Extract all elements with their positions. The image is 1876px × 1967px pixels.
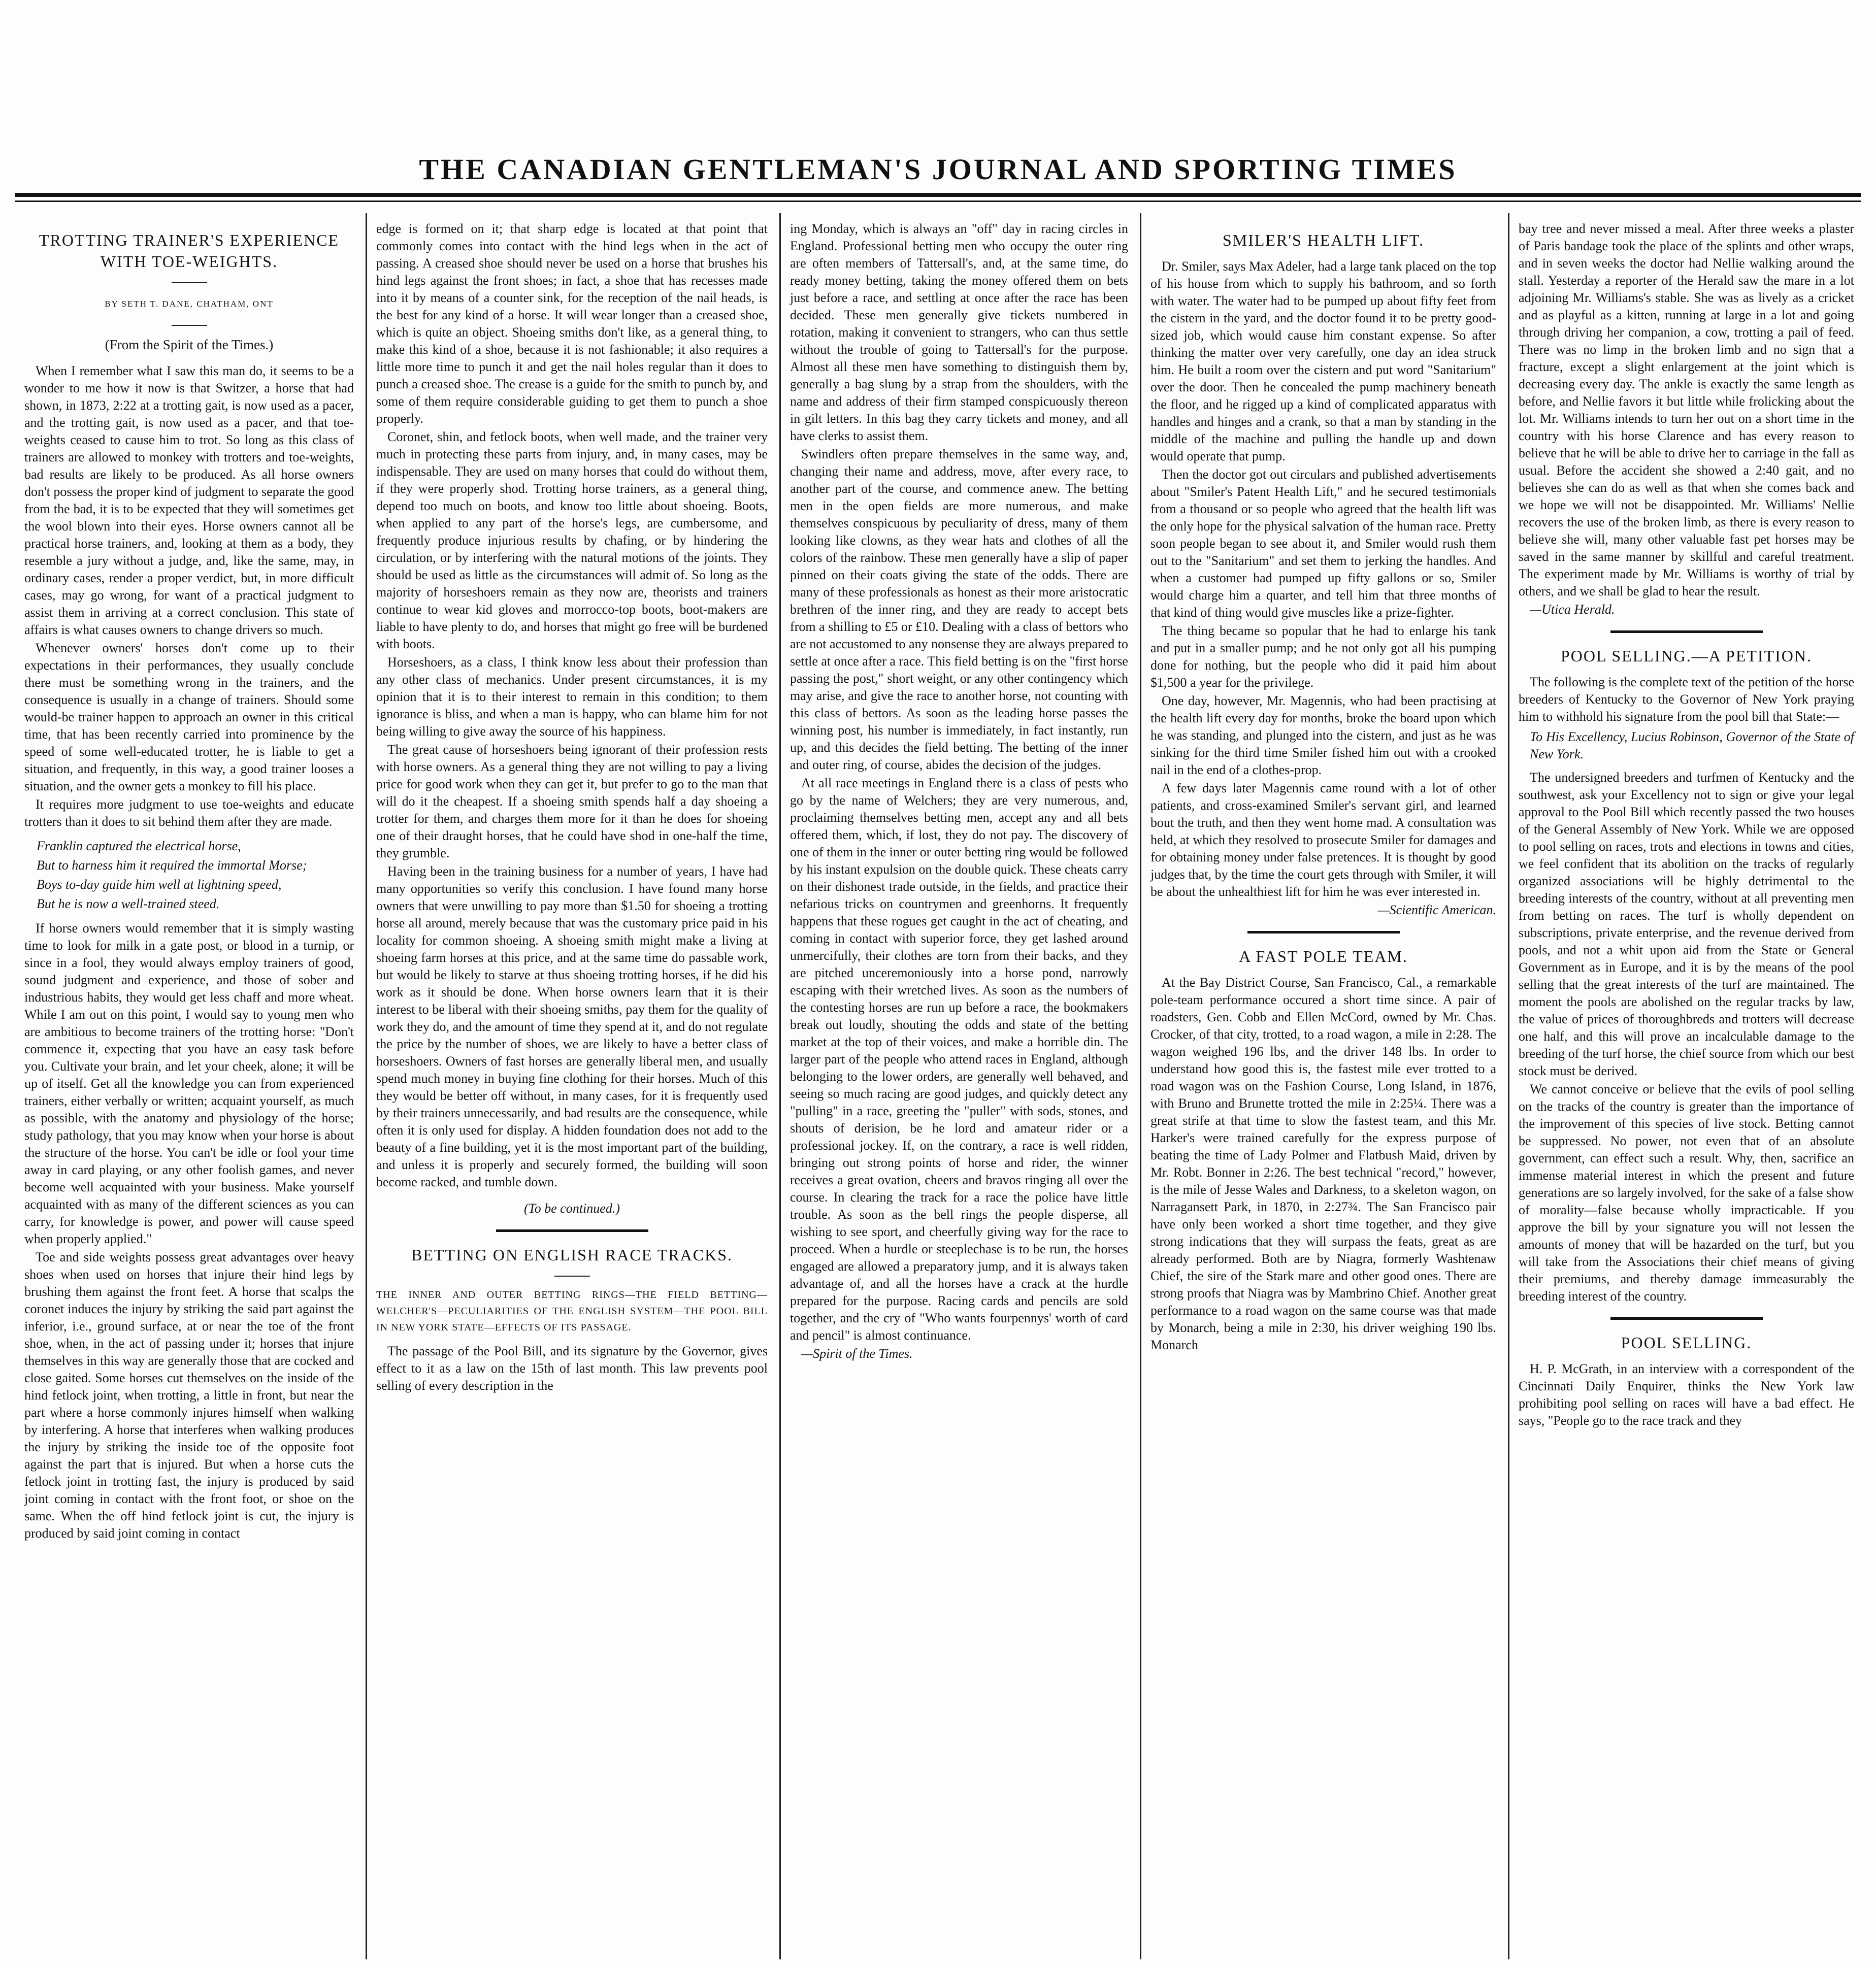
paragraph: The thing became so popular that he had to enlarge his tank and put in a smaller pump; and he not only got all his pumping done for nothing, but the people who did it paid him about $1,500 a year for the privilege. [1150,623,1496,690]
article-source: (From the Spirit of the Times.) [105,337,274,352]
article-headline-trotting: TROTTING TRAINER'S EXPERIENCE WITH TOE-WEIGHTS. [39,231,340,271]
paragraph: The following is the complete text of the petition of the horse breeders of Kentucky to the Governor of New York praying him to withhold his signature from the pool bill that State:— [1519,675,1855,724]
divider [496,1229,648,1232]
paragraph: At the Bay District Course, San Francisco, Cal., a remarkable pole-team performance occured a short time since. A pair of roadsters, Gen. Cobb and Ellen McCord, owned by Mr. Chas. Crocker, of that city, trotted, to a road wagon, a mile in 2:28. The wagon weighed 196 lbs, and the driver 148 lbs. In order to understand how good this is, the fastest mile ever trotted to a road wagon was on the Fashion Course, Long Island, in 1876, with Bruno and Brunette trotted the mile in 2:25¼. There was a great strife at that time to slow the fastest team, and this Mr. Harker's were trained carefully for the express purpose of beating the time of Lady Polmer and Flatbush Maid, driven by Mr. Robt. Bonner in 2:26. The best technical "record," however, is the mile of Jesse Wales and Darkness, to a skeleton wagon, on Narragansett Park, in 1870, in 2:27¾. The San Francisco pair have only been worked a short time together, and they give strong indications that they will surpass the feats, great as are already performed. Both are by Niagra, formerly Washtenaw Chief, the sire of the Stark mare and other good ones. There are strong proofs that Niagra was by Mambrino Chief. Another great performance to a road wagon on the same course was that made by Monarch, being a mile in 2:30, his driver weighing 190 lbs. Monarch [1150,975,1496,1352]
paragraph: The undersigned breeders and turfmen of Kentucky and the southwest, ask your Excellency not to sign or give your legal approval to the Pool Bill which recently passed the two houses of the General Assembly of New York. While we are opposed to pool selling on races, trots and elections in towns and cities, we feel confident that its abolition on the tracks of regularly organized associations will be highly detrimental to the breeding interests of the country, without at all preventing men from betting on races. The turf is wholly dependent on subscriptions, private enterprise, and the revenue derived from pools, and not a whit upon aid from the State or General Government as in Europe, and it is by the means of the pool selling that the great interests of the turf are maintained. The moment the pools are abolished on the regular tracks by law, the value of prices of thoroughbreds and trotters will decrease one half, and this will prove an incalculable damage to the breeding of the turf horse, the chief source from which our best stock must be derived. [1519,770,1854,1078]
verse-line: But he is now a well-trained steed. [37,896,220,911]
paragraph: Having been in the training business for a number of years, I have had many opportunities so verify this conclusion. I have found many horse owners that were unwilling to pay more than $1.50 for shoeing a trotting horse all around, merely because that was the customary price paid in his locality for common shoeing. A shoeing smith might make a living at shoeing farm horses at this price, and at the same time do passable work, but would be likely to starve at thus shoeing trotting horses, if he did his work as it should be done. When horse owners learn that it is their interest to be liberal with their shoeing smiths, pay them for the quality of work they do, and the amount of time they spend at it, and do not regulate the price by the number of shoes, we are likely to have a better class of horseshoers. Owners of fast horses are generally liberal men, and usually spend much money in buying fine clothing for their horses. Much of this they would be better off without, in many cases, for it is frequently used by their trainers unnecessarily, and bad results are the consequence, while often it is only used for display. A hidden foundation does not add to the beauty of a fine building, yet it is the most important part of the building, and unless it is properly and securely formed, the building will soon become racked, and tumble down. [376,864,768,1189]
paragraph: ing Monday, which is always an "off" day in racing circles in England. Professional betting men who occupy the outer ring are often members of Tattersall's, and, at the same time, do ready money betting, taking the money offered them on bets just before a race, and settling at once after the race has been decided. These men generally give tickets numbered in rotation, making it convenient to strangers, who can thus settle without the trouble of going to Tattersall's for the purpose. Almost all these men have something to distinguish them by, generally a bag slung by a strap from the shoulders, with the name and address of their firm stamped conspicuously thereon in gilt letters. In this bag they carry tickets and money, and all have clerks to assist them. [790,221,1128,443]
paragraph: Horseshoers, as a class, I think know less about their profession than any other class of mechanics. Under present circumstances, it is my opinion that it is to their interest to remain in this condition; to them ignorance is bliss, and when a man is happy, who can blame him for not being willing to give away the source of his happiness. [376,655,768,739]
verse-line: But to harness him it required the immortal Morse; [37,858,307,873]
paragraph: Then the doctor got out circulars and published advertisements about "Smiler's Patent Health Lift," and he secured testimonials from a thousand or so people who agreed that the health lift was the only hope for the physical salvation of the human race. Pretty soon people began to see about it, and Smiler would rush them out to the "Sanitarium" and set them to jerking the handles. And when a customer had pumped up fifty gallons or so, Smiler would charge him a quarter, and tell him that three months of that kind of thing would give muscles like a prize-fighter. [1150,467,1496,620]
divider [1610,1317,1763,1320]
paragraph: edge is formed on it; that sharp edge is located at that point that commonly comes into contact with the hind legs when in the act of passing. A creased shoe should never be used on a horse that brushes his hind legs against the front shoes; in fact, a shoe that has recesses made into it by means of a counter sink, for the reception of the nail heads, is the best for any kind of a horse. It will wear longer than a creased shoe, which is quite an object. Shoeing smiths don't like, as a general thing, to make this kind of a shoe, because it is not fashionable; it also requires a little more time to punch it and get the nail holes regular than it does to punch a creased shoe. The crease is a guide for the smith to punch by, and some of them require considerable guiding to get them to punch a shoe properly. [376,221,768,426]
petition-address: To His Excellency, Lucius Robinson, Governor of the State of New York. [1530,729,1854,761]
article-headline-pole-team: A FAST POLE TEAM. [1239,947,1408,965]
article-headline-pool-selling: POOL SELLING. [1621,1333,1752,1352]
article-credit: —Scientific American. [1377,903,1496,917]
paragraph: Toe and side weights possess great advantages over heavy shoes when used on horses that injure their hind legs by brushing them against the front feet. A horse that scalps the coronet induces the injury by striking the said part against the inferior, i.e., ground surface, at or near the toe of the front shoe, when, in the act of passing under it; horses that injure themselves in this way are generally those that are cocked and close gaited. Some horses cut themselves on the inside of the hind fetlock joint, when trotting, a little in front, but near the part where a horse commonly injures himself when walking by interfering. A horse that interferes when walking produces the injury by striking the inside toe of the opposite foot against the part that is injured. But when a horse cuts the fetlock joint in trotting fast, the injury is produced by said joint coming in contact with the front foot, or shoe on the same. When the off hind fetlock joint is cut, the injury is produced by said joint coming in contact [24,1250,354,1541]
paragraph: H. P. McGrath, in an interview with a correspondent of the Cincinnati Daily Enquirer, thinks the New York law prohibiting pool selling on races will have a bad effect. He says, "People go to the race track and they [1519,1361,1854,1428]
verse-line: Franklin captured the electrical horse, [37,839,241,853]
paragraph: bay tree and never missed a meal. After three weeks a plaster of Paris bandage took the place of the splints and other wraps, and in seven weeks the doctor had Nellie walking around the stall. Yesterday a reporter of the Herald saw the mare in a lot adjoining Mr. Williams's stable. She was as lively as a cricket and as playful as a kitten, running at large in a lot and going through driving her companion, a cow, trotting a pail of feed. There was no limp in the broken limb and no sign that a fracture, except a slight enlargement at the joint which is decreasing every day. The ankle is exactly the same length as before, and Nellie favors it but little while frolicking about the lot. Mr. Williams intends to turn her out on a short time in the country with his horse Clarence and has every reason to believe that he will be able to drive her to carriage in the fall as usual. Before the accident she showed a 2:40 gait, and no believes she can do as well as that when she comes back and we hope we will not be disappointed. Mr. Williams' Nellie recovers the use of the broken limb, as there is every reason to believe she will, many other valuable fast pet horses may be saved in the same manner by skillful and careful treatment. The experiment made by Mr. Williams is worthy of trial by others, and we shall be glad to hear the result. [1519,221,1854,598]
column-3 [779,213,1137,1959]
article-subhead: THE INNER AND OUTER BETTING RINGS—THE FIELD BETTING—WELCHER'S—PECULIARITIES OF THE ENGLISH SYSTEM—THE POOL BILL IN NEW YORK STATE—EFFECTS OF ITS PASSAGE. [376,1289,768,1333]
divider [1247,931,1400,934]
divider [172,325,207,326]
article-headline-smiler: SMILER'S HEALTH LIFT. [1222,231,1425,249]
paragraph: If horse owners would remember that it is simply wasting time to look for milk in a gate post, or blood in a turnip, or since in a fool, they would always employ trainers of good, sound judgment and experience, and those of sober and industrious habits, they would get less chaff and more wheat. While I am out on this point, I would say to young men who are ambitious to become trainers of the trotting horse: "Don't commence it, expecting that you have an easy task before you. Cultivate your brain, and let your cheek, alone; it will be up of itself. Get all the knowledge you can from experienced trainers, either verbally or written; acquaint yourself, as much as possible, with the anatomy and physiology of the horse; study pathology, that you may know when your horse is about the structure of the horse. You can't be idle or fool your time away in card playing, or any other foolish games, and never become well acquainted with your business. Make yourself acquainted with as many of the different sciences as you can carry, for knowledge is power, and power will cause speed when properly applied." [24,921,354,1246]
continued-note: (To be continued.) [524,1201,620,1216]
paragraph: A few days later Magennis came round with a lot of other patients, and cross-examined Smiler's servant girl, and learned bout the truth, and then they went home mad. A consultation was held, at which they resolved to prosecute Smiler for damages and for obtaining money under false pretences. It is thought by good judges that, by the time the court gets through with Smiler, it will be about the unhealthiest lift for him he was ever interested in. [1150,781,1496,899]
verse-line: Boys to-day guide him well at lightning speed, [37,877,282,892]
column-4 [1140,213,1505,1959]
masthead-rule-thin [15,201,1861,202]
article-byline: BY SETH T. DANE, CHATHAM, ONT [105,299,274,309]
masthead: THE CANADIAN GENTLEMAN'S JOURNAL AND SPORTING TIMES [419,153,1457,186]
article-credit: —Utica Herald. [1530,602,1615,617]
verse [37,838,354,913]
paragraph: It requires more judgment to use toe-weights and educate trotters than it does to sit behind them after they are made. [24,797,354,829]
paragraph: Dr. Smiler, says Max Adeler, had a large tank placed on the top of his house from which to supply his bathroom, and so forth with water. The water had to be pumped up about fifty feet from the cistern in the yard, and the doctor found it to be pretty good-sized job, which would cause him constant expense. So after thinking the matter over very carefully, one day an idea struck him. He built a room over the cistern and put word "Sanitarium" over the door. Then he concealed the pump machinery beneath the floor, and he rigged up a kind of complicated apparatus with handles and hinges and a crank, so that a man by standing in the middle of the machine and pulling the handle up and down would operate that pump. [1150,259,1496,463]
paragraph: We cannot conceive or believe that the evils of pool selling on the tracks of the country is greater than the importance of the improvement of this species of live stock. Betting cannot be suppressed. No power, not even that of an absolute government, can effect such a result. Why, then, sacrifice an immense material interest in which the present and future generations are so largely involved, for the sake of a false show of morality—false because wholly impracticable. If you approve the bill by your signature you will not lessen the amounts of money that will be hazarded on the turf, but you will take from the Associations their chief means of giving their premiums, and thereby damage immeasurably the breeding interest of the country. [1519,1082,1854,1304]
column-5 [1508,213,1863,1959]
paragraph: Coronet, shin, and fetlock boots, when well made, and the trainer very much in protecting these parts from injury, and, in many cases, may be indispensable. They are used on many horses that could do without them, if they were properly shod. Trotting horse trainers, as a general thing, depend too much on boots, and know too little about shoeing. Boots, when applied to any part of the horse's legs, are cumbersome, and frequently produce injurious results by chafing, or by hindering the circulation, or by interfering with the natural motions of the joints. They should be used as little as the circumstances will admit of. So long as the majority of horseshoers remain as they now are, theorists and trainers continue to wear kid gloves and morrocco-top boots, boot-makers are liable to have plenty to do, and horses that might go free will be burdened with boots. [376,429,768,651]
paragraph: One day, however, Mr. Magennis, who had been practising at the health lift every day for months, broke the board upon which he was standing, and plunged into the cistern, and just as he was sinking for the third time Smiler fished him out with a crooked nail in the end of a clothes-prop. [1150,693,1496,777]
divider [554,1276,590,1277]
article-headline-petition: POOL SELLING.—A PETITION. [1561,647,1812,665]
column-2 [366,213,777,1959]
paragraph: Whenever owners' horses don't come up to their expectations in their performances, they usually conclude there must be something wrong in the trainers, and the consequence is usually in a change of trainers. Should some would-be trainer happen to approach an owner in this critical time, that has been recently carried into prominence by the speed of some well-educated trotter, he is liable to get a situation, and frequently, in this way, a good trainer looses a situation, and the owner gets a monkey to fill his place. [24,641,354,793]
divider [172,282,207,283]
column-1 [15,213,363,1959]
paragraph: When I remember what I saw this man do, it seems to be a wonder to me how it now is that Switzer, a horse that had shown, in 1873, 2:22 at a trotting gait, is now used as a pacer, and the trotting gait, is now used as a pacer, and that toe-weights ceased to cause him to trot. So long as this class of trainers are allowed to monkey with trotters and toe-weights, bad results are likely to be produced. As all horse owners don't possess the proper kind of judgment to separate the good from the bad, it is to be expected that they will sometimes get the wool blown into their eyes. Horse owners cannot all be practical horse trainers, and, looking at them as a body, they resemble a jury without a judge, and, like the same, may, in ordinary cases, render a proper verdict, but, in more difficult cases, may go wrong, for want of a practical judgment to assist them in arriving at a correct conclusion. This state of affairs is what causes owners to change drivers so much. [24,363,354,637]
masthead-rule [15,193,1861,197]
article-headline-betting: BETTING ON ENGLISH RACE TRACKS. [411,1246,733,1264]
paragraph: At all race meetings in England there is a class of pests who go by the name of Welchers; they are very numerous, and, proclaiming themselves betting men, accept any and all bets offered them, which, if lost, they do not pay. The discovery of one of them in the inner or outer betting ring would be followed by his instant expulsion on the double quick. These cheats carry on their dishonest trade outside, in the fields, and practice their nefarious tricks on countrymen and greenhorns. It frequently happens that these rogues get caught in the act of cheating, and coming in contact with superior force, they get lashed around unmercifully, their clothes are torn from their backs, and they are pitched unceremoniously into a horse pond, narrowly escaping with their wretched lives. As soon as the numbers of the contesting horses are run up before a race, the bookmakers break out loudly, shouting the odds and state of the betting market at the top of their voices, and make a horrible din. The larger part of the people who attend races in England, although belonging to the lower orders, are generally well behaved, and seeing so much racing are good judges, and quickly detect any "pulling" in a race, greeting the "puller" with sods, stones, and shouts of derision, be he lord and amateur rider or a professional jockey. If, on the contrary, a race is well ridden, bringing out strong points of horse and rider, the winner receives a great ovation, cheers and bravos ringing all over the course. In clearing the track for a race the police have little trouble. As soon as the bell rings the people disperse, all wishing to see sport, and cheerfully giving way for the race to proceed. When a hurdle or steeplechase is to be run, the horses engaged are allowed a preparatory jump, and it is always taken advantage of, and all the horses have a crack at the hurdle prepared for the purpose. Racing cards and pencils are sold together, and the cry of "Who wants fourpennys' worth of card and pencil" is almost continuance. [790,776,1128,1343]
paragraph: The great cause of horseshoers being ignorant of their profession rests with horse owners. As a general thing they are not willing to pay a living price for good work when they can get it, but prefer to go to the man that will do it the cheapest. If a shoeing smith spends half a day shoeing a trotter for them, and charges them more for it than he does for shoeing one of their draught horses, that he could have shod in one-half the time, they grumble. [376,742,768,860]
article-credit: —Spirit of the Times. [801,1346,913,1361]
paragraph: Swindlers often prepare themselves in the same way, and, changing their name and address, move, after every race, to another part of the course, and commence anew. The betting men in the open fields are more numerous, and make themselves conspicuous by peculiarity of dress, many of them looking like clowns, as they wear hats and clothes of all the colors of the rainbow. These men generally have a slip of paper pinned on their coats giving the state of the odds. There are many of these professionals as honest as their more aristocratic brethren of the inner ring, and they are ready to accept bets from a shilling to £5 or £10. Dealing with a class of bettors who are not accustomed to any nonsense they are always prepared to settle at once after a race. This field betting is on the "first horse passing the post," short weight, or any other contingency which may arise, and give the race to another horse, not counting with this class of bettors. As soon as the leading horse passes the winning post, his number is immediately, in fact instantly, run up, and this decides the field betting. The betting of the inner and outer ring, of course, abides the decision of the judges. [790,447,1128,772]
divider [1610,630,1763,633]
paragraph: The passage of the Pool Bill, and its signature by the Governor, gives effect to it as a law on the 15th of last month. This law prevents pool selling of every description in the [376,1344,768,1393]
newspaper-columns [15,213,1863,1959]
